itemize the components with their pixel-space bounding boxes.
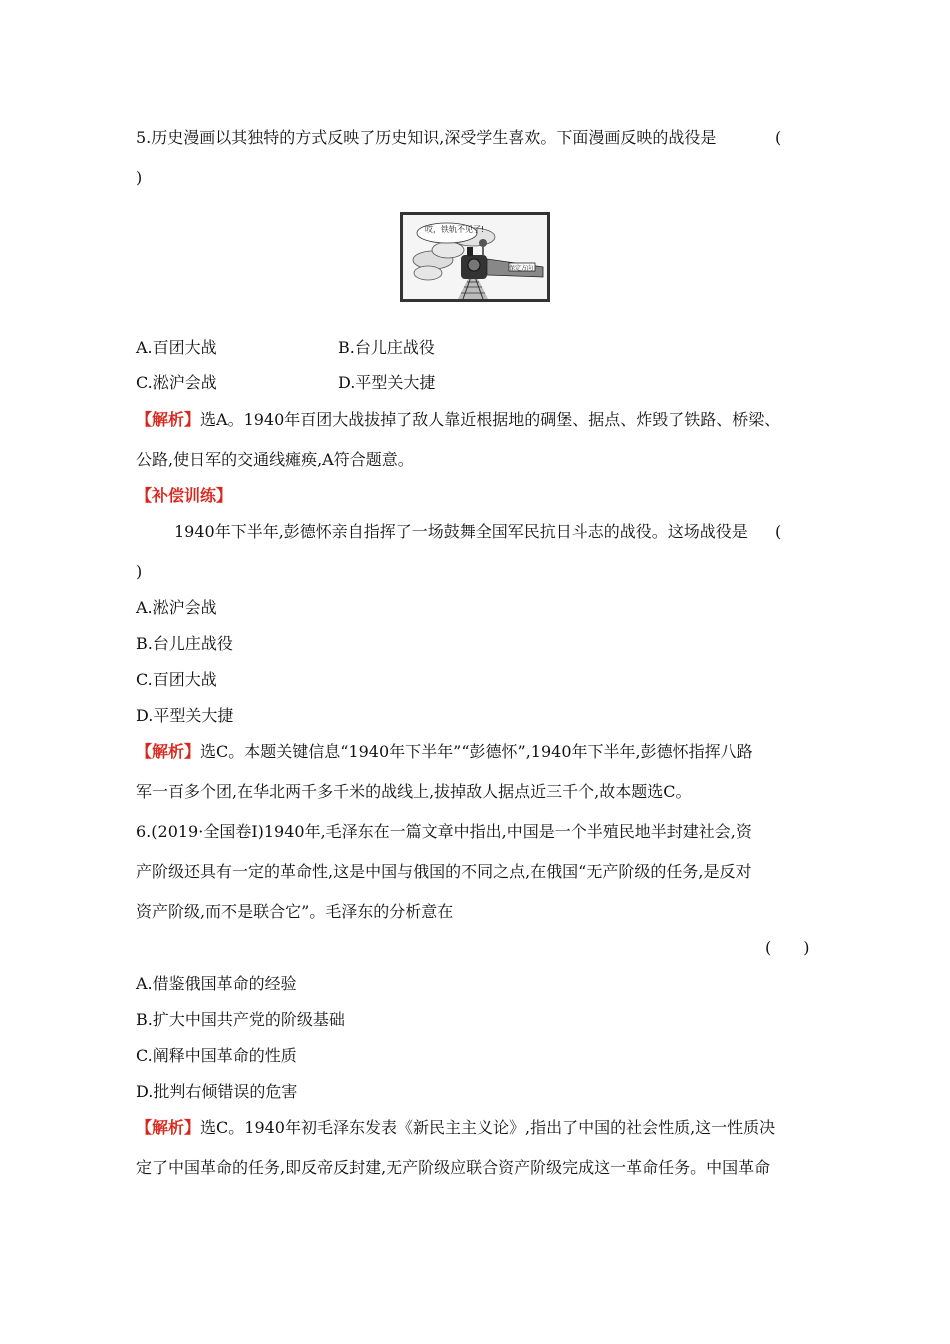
- q5-analysis-line-1: [136, 410, 780, 430]
- q5-answer-paren-close: ): [136, 168, 143, 187]
- analysis-tag: 【解析】: [136, 742, 201, 761]
- q6-option-c: C.阐释中国革命的性质: [136, 1046, 297, 1065]
- q6-stem-line-2: 产阶级还具有一定的革命性,这是中国与俄国的不同之点,在俄国“无产阶级的任务,是反对: [136, 862, 752, 881]
- q5-analysis-line-2: 公路,使日军的交通线瘫痪,A符合题意。: [136, 450, 414, 469]
- comp-answer-paren-open: (: [775, 522, 782, 541]
- q5-stem: 5.历史漫画以其独特的方式反映了历史知识,深受学生喜欢。下面漫画反映的战役是: [136, 128, 717, 147]
- q5-cartoon-image: [400, 212, 550, 302]
- q6-option-b: B.扩大中国共产党的阶级基础: [136, 1010, 345, 1029]
- analysis-tag: 【解析】: [136, 1118, 201, 1137]
- q5-option-c: C.淞沪会战: [136, 373, 217, 392]
- q6-option-a: A.借鉴俄国革命的经验: [136, 974, 297, 993]
- q6-analysis-text-1: 选C。1940年初毛泽东发表《新民主主义论》,指出了中国的社会性质,这一性质决: [200, 1118, 776, 1137]
- q6-stem-line-1: 6.(2019·全国卷Ⅰ)1940年,毛泽东在一篇文章中指出,中国是一个半殖民地半封建社会,资: [136, 822, 752, 841]
- q6-answer-paren: ( ): [765, 938, 810, 957]
- q6-stem-line-3: 资产阶级,而不是联合它”。毛泽东的分析意在: [136, 902, 454, 921]
- comp-option-b: B.台儿庄战役: [136, 634, 233, 653]
- comp-stem: 1940年下半年,彭德怀亲自指挥了一场鼓舞全国军民抗日斗志的战役。这场战役是: [174, 522, 748, 541]
- q6-option-d: D.批判右倾错误的危害: [136, 1082, 298, 1101]
- comp-analysis-line-1: [136, 742, 753, 762]
- comp-option-a: A.淞沪会战: [136, 598, 217, 617]
- comp-option-c: C.百团大战: [136, 670, 217, 689]
- q6-analysis-line-1: [136, 1118, 775, 1138]
- q5-answer-paren-open: (: [775, 128, 782, 147]
- compensation-training-tag: 【补偿训练】: [136, 486, 233, 505]
- q6-analysis-line-2: 定了中国革命的任务,即反帝反封建,无产阶级应联合资产阶级完成这一革命任务。中国革命: [136, 1158, 771, 1177]
- comp-option-d: D.平型关大捷: [136, 706, 234, 725]
- q5-option-b: B.台儿庄战役: [338, 338, 435, 357]
- comp-answer-paren-close: ): [136, 562, 143, 581]
- q5-option-a: A.百团大战: [136, 338, 217, 357]
- comp-analysis-text-1: 选C。本题关键信息“1940年下半年”“彭德怀”,1940年下半年,彭德怀指挥八路: [200, 742, 753, 761]
- analysis-tag: 【解析】: [136, 410, 201, 429]
- q5-analysis-text-1: 选A。1940年百团大战拔掉了敌人靠近根据地的碉堡、据点、炸毁了铁路、桥梁、: [200, 410, 781, 429]
- cartoon-speech-text: 哎，铁轨不见了!: [425, 225, 485, 234]
- comp-analysis-line-2: 军一百多个团,在华北两千多千米的战线上,拔掉敌人据点近三千个,故本题选C。: [136, 782, 692, 801]
- q5-option-d: D.平型关大捷: [338, 373, 436, 392]
- cartoon-sign-text: 保定方向: [509, 265, 534, 272]
